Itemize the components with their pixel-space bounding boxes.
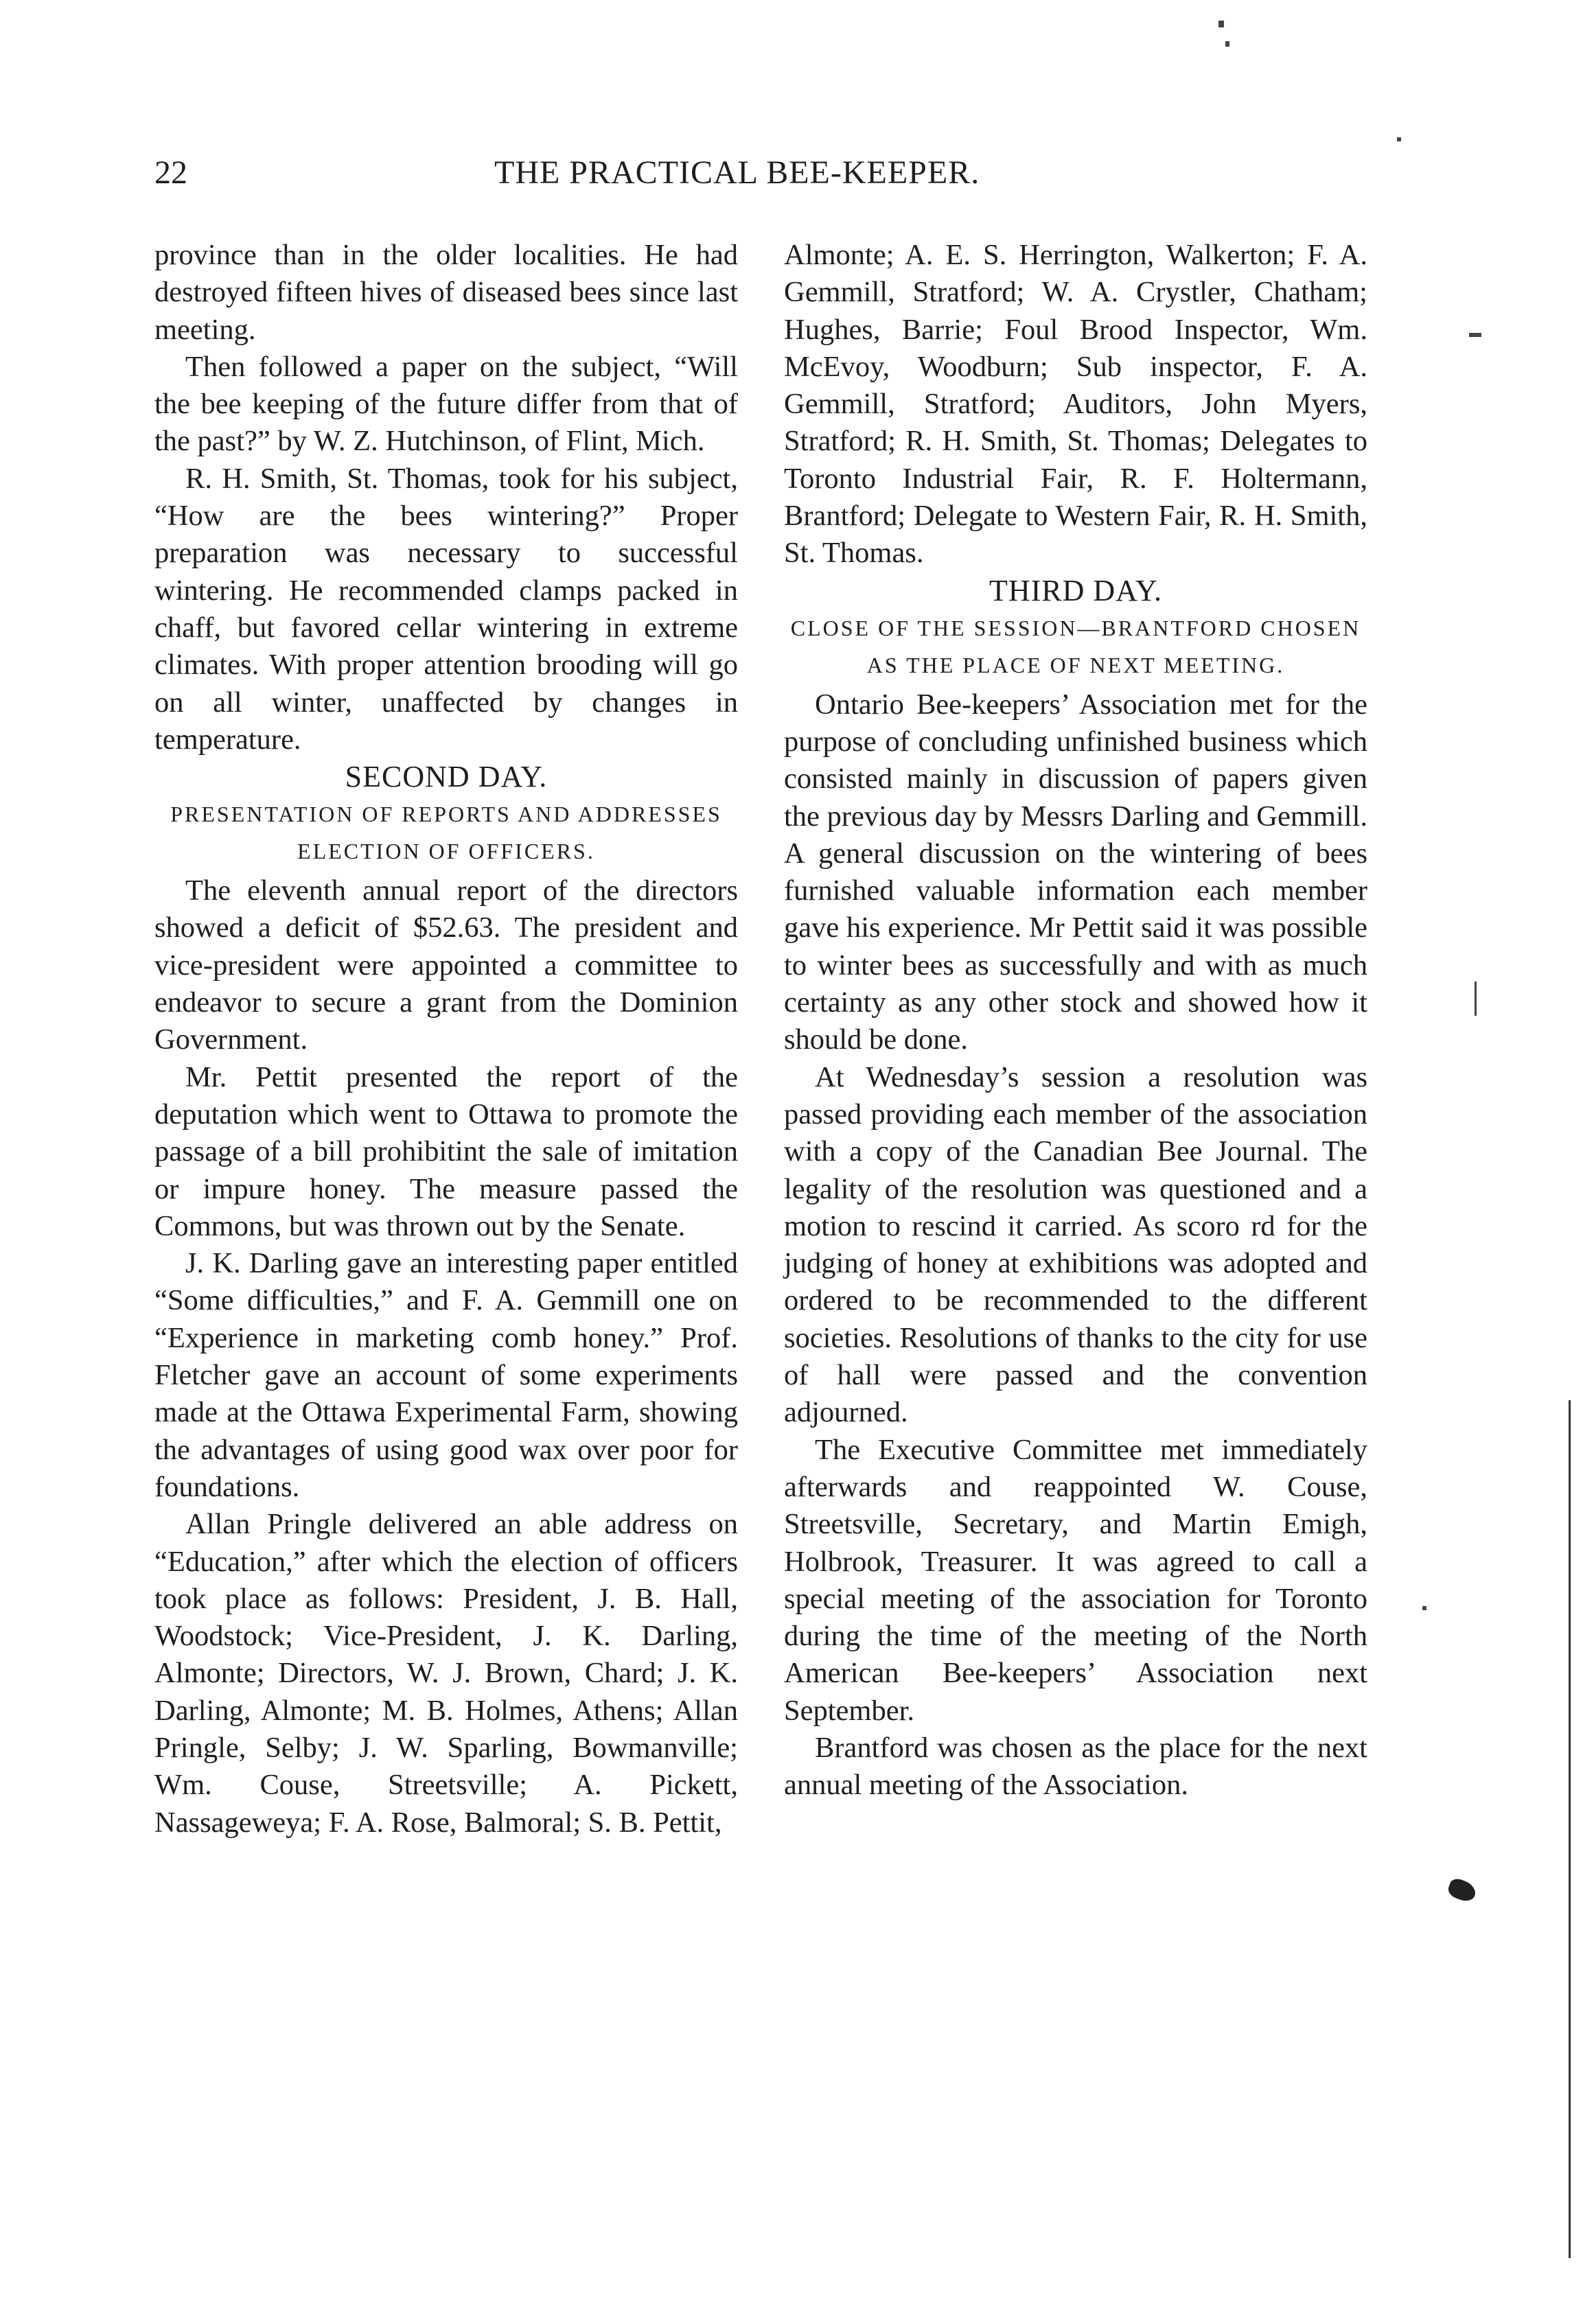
section-heading-second-day: SECOND DAY. [345,760,548,794]
paragraph: province than in the older localities. He had destroyed fifteen hives of diseased bees since last meeting. [154,239,738,346]
left-column [154,237,738,1841]
scan-speck [1397,137,1401,141]
paragraph: Brantford was chosen as the place for the next annual meeting of the Association. [784,1731,1367,1802]
section-subhead-second-day: PRESENTATION OF REPORTS AND ADDRESSES ELECTION OF OFFICERS. [170,802,722,864]
paragraph: The eleventh annual report of the directors showed a deficit of $52.63. The president and vice-president were appointed a committee to endeavor to secure a grant from the Dominion Government. [154,874,738,1056]
scan-speck [1218,21,1224,27]
scan-speck [1225,41,1229,47]
paragraph: Allan Pringle delivered an able address on “Education,” after which the election of officers took place as follows: President, J. B. Hall, Woodstock; Vice-President, J. K. Darling, Almonte; Directors, W. J. Brown, Chard; J. K. Darling, Almonte; M. B. Holmes, Athens; Allan Pringle, Selby; J. W. Sparling, Bowmanville; Wm. Couse, Streetsville; A. Pickett, Nassageweya; F. A. Rose, Balmoral; S. B. Pettit, [154,1508,738,1839]
scan-speck [1422,1606,1426,1610]
scan-speck [1475,981,1477,1016]
paragraph: Then followed a paper on the subject, “Will the bee keeping of the future differ from that of the past?” by W. Z. Hutchinson, of Flint, Mich. [154,350,738,458]
ink-smudge [1446,1876,1478,1904]
right-column [784,237,1367,1804]
section-heading-third-day: THIRD DAY. [989,573,1163,607]
running-title: THE PRACTICAL BEE-KEEPER. [494,154,980,191]
paragraph: The Executive Committee met immediately afterwards and reappointed W. Couse, Streetsville, Secretary, and Martin Emigh, Holbrook, Treasurer. It was agreed to call a special meeting of the association for Toronto during the time of the meeting of the North American Bee-keepers’ Association next September. [784,1433,1367,1727]
paragraph: At Wednesday’s session a resolution was passed providing each member of the association with a copy of the Canadian Bee Journal. The legality of the resolution was questioned and a motion to rescind it carried. As scoro rd for the judging of honey at exhibitions was adopted and ordered to be recommended to the different societies. Resolutions of thanks to the city for use of hall were passed and the convention adjourned. [784,1060,1367,1429]
paragraph: J. K. Darling gave an interesting paper entitled “Some difficulties,” and F. A. Gemmill one on “Experience in marketing comb honey.” Prof. Fletcher gave an account of some experiments made at the Ottawa Experimental Farm, showing the advantages of using good wax over poor for foundations. [154,1247,738,1503]
paragraph: Ontario Bee-keepers’ Association met for the purpose of concluding unfinished business which consisted mainly in discussion of papers given the previous day by Messrs Darling and Gemmill. A general discussion on the wintering of bees furnished valuable information each member gave his experience. Mr Pettit said it was possible to winter bees as successfully and with as much certainty as any other stock and showed how it should be done. [784,688,1367,1056]
paragraph: Mr. Pettit presented the report of the deputation which went to Ottawa to promote the passage of a bill prohibitint the sale of imitation or impure honey. The measure passed the Commons, but was thrown out by the Senate. [154,1060,738,1242]
page-number: 22 [154,154,187,191]
scan-speck [1469,333,1481,337]
section-subhead-third-day: CLOSE OF THE SESSION—BRANTFORD CHOSEN AS THE PLACE OF NEXT MEETING. [790,615,1361,677]
paragraph: Almonte; A. E. S. Herrington, Walkerton; F. A. Gemmill, Stratford; W. A. Crystler, Chatham; Hughes, Barrie; Foul Brood Inspector, Wm. McEvoy, Woodburn; Sub inspector, F. A. Gemmill, Stratford; Auditors, John Myers, Stratford; R. H. Smith, St. Thomas; Delegates to Toronto Industrial Fair, R. F. Holtermann, Brantford; Delegate to Western Fair, R. H. Smith, St. Thomas. [784,239,1367,570]
paragraph: R. H. Smith, St. Thomas, took for his subject, “How are the bees wintering?” Proper preparation was necessary to successful wintering. He recommended clamps packed in chaff, but favored cellar wintering in extreme climates. With proper attention brooding will go on all winter, unaffected by changes in temperature. [154,462,738,756]
page-edge-line [1569,1400,1571,2258]
